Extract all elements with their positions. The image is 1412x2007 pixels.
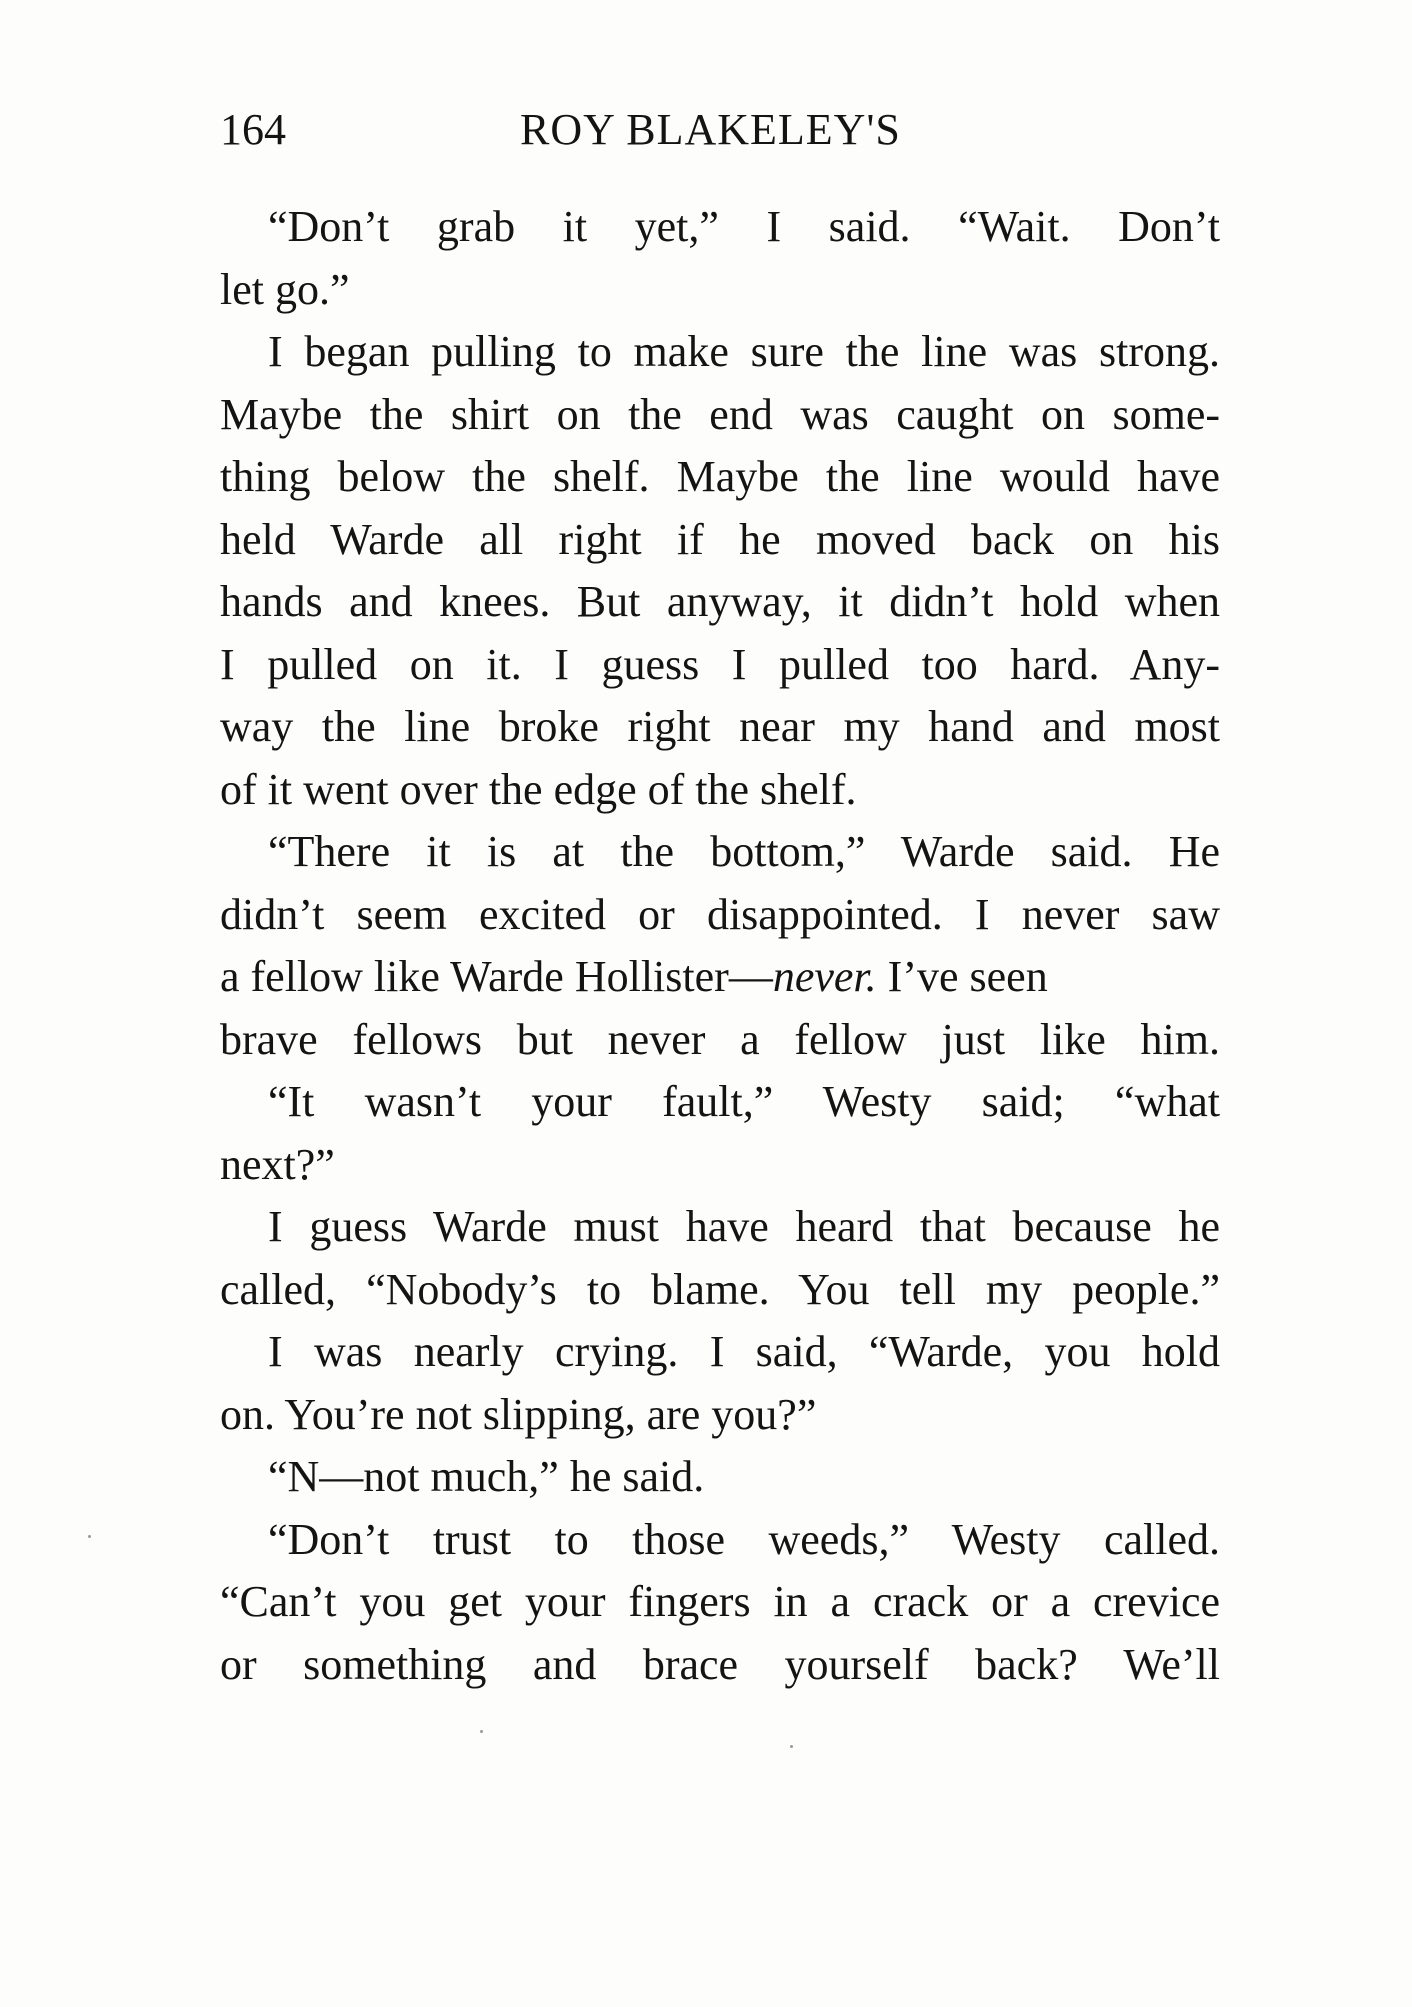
text-line: thing below the shelf. Maybe the line would have: [220, 452, 1220, 501]
text-line: of it went over the edge of the shelf.: [220, 764, 857, 814]
text-line: I was nearly crying. I said, “Warde, you hold: [268, 1327, 1220, 1376]
text-line: “There it is at the bottom,” Warde said. He: [268, 827, 1220, 876]
text-line: called, “Nobody’s to blame. You tell my people.”: [220, 1264, 1220, 1314]
emphasis-text: never.: [772, 952, 877, 1001]
text-line: “Can’t you get your fingers in a crack or a crevice: [220, 1577, 1220, 1626]
text-line: next?”: [220, 1139, 335, 1189]
page-number: 164: [220, 105, 286, 154]
text-line: let go.”: [220, 264, 350, 314]
text-line-with-emphasis: [220, 946, 1220, 1009]
body-text: [220, 196, 1220, 1696]
text-line: Maybe the shirt on the end was caught on some-: [220, 389, 1220, 439]
text-line: I guess Warde must have heard that because he: [268, 1202, 1220, 1251]
text-line: “N—not much,” he said.: [268, 1452, 705, 1501]
text-line: way the line broke right near my hand and most: [220, 702, 1220, 751]
text-line: “It wasn’t your fault,” Westy said; “what: [268, 1077, 1220, 1126]
paper-speck: [480, 1730, 483, 1733]
text-line: or something and brace yourself back? We’ll: [220, 1639, 1220, 1689]
text-segment: I’ve seen: [876, 952, 1048, 1001]
text-line: brave fellows but never a fellow just like him.: [220, 1014, 1220, 1064]
page-header: [220, 100, 1220, 160]
text-line: “Don’t trust to those weeds,” Westy called.: [268, 1514, 1220, 1564]
text-line: held Warde all right if he moved back on his: [220, 514, 1220, 564]
text-line: I pulled on it. I guess I pulled too hard. Any-: [220, 639, 1220, 689]
text-segment: a fellow like Warde Hollister—: [220, 952, 773, 1001]
text-line: on. You’re not slipping, are you?”: [220, 1389, 817, 1439]
paper-speck: [790, 1745, 793, 1748]
text-line: didn’t seem excited or disappointed. I never saw: [220, 889, 1220, 939]
text-line: I began pulling to make sure the line was strong.: [268, 327, 1220, 376]
paper-speck: [88, 1535, 91, 1538]
text-line: “Don’t grab it yet,” I said. “Wait. Don’t: [268, 202, 1220, 251]
running-title: ROY BLAKELEY'S: [520, 105, 901, 154]
text-line: hands and knees. But anyway, it didn’t hold when: [220, 577, 1220, 626]
